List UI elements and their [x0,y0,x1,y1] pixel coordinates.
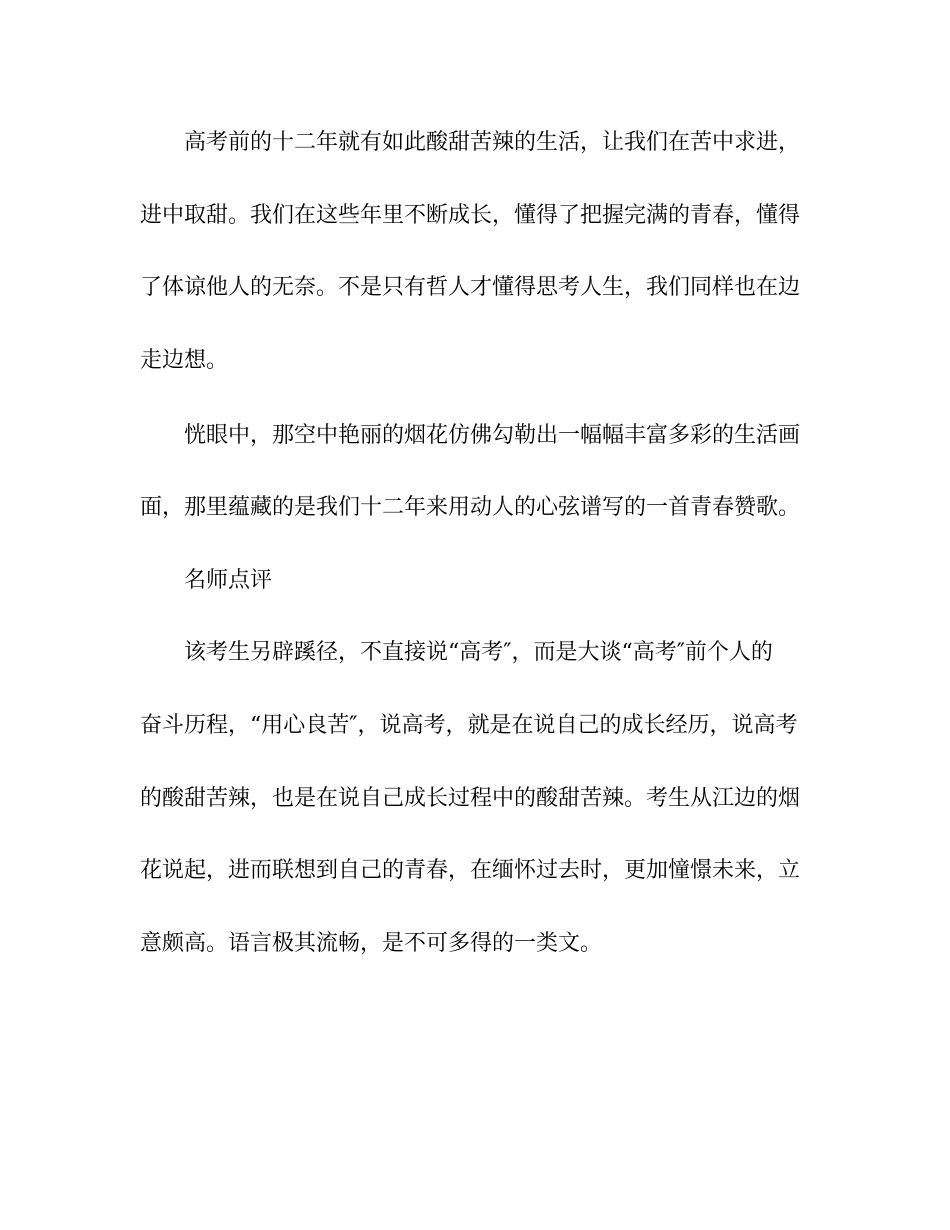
paragraph-1-line-4: 走边想。 [140,348,229,373]
paragraph-3-line-4: 花说起，进而联想到自己的青春，在缅怀过去时，更加憧憬未来，立 [140,858,801,883]
paragraph-1-line-3: 了体谅他人的无奈。不是只有哲人才懂得思考人生，我们同样也在边 [140,275,801,300]
paragraph-3-line-3: 的酸甜苦辣，也是在说自己成长过程中的酸甜苦辣。考生从江边的烟 [140,786,801,811]
section-heading: 名师点评 [184,568,273,593]
paragraph-3-line-1: 该考生另辟蹊径，不直接说“高考″，而是大谈“高考″前个人的 [184,640,773,665]
paragraph-3-line-5: 意颇高。语言极其流畅，是不可多得的一类文。 [140,931,603,956]
paragraph-1-line-1: 高考前的十二年就有如此酸甜苦辣的生活，让我们在苦中求进， [184,130,801,155]
paragraph-2-line-2: 面，那里蕴藏的是我们十二年来用动人的心弦谱写的一首青春赞歌。 [140,495,801,520]
paragraph-3-line-2: 奋斗历程，“用心良苦″，说高考，就是在说自己的成长经历，说高考 [140,713,798,738]
paragraph-2-line-1: 恍眼中，那空中艳丽的烟花仿佛勾勒出一幅幅丰富多彩的生活画 [184,423,801,448]
paragraph-1-line-2: 进中取甜。我们在这些年里不断成长，懂得了把握完满的青春，懂得 [140,203,801,228]
